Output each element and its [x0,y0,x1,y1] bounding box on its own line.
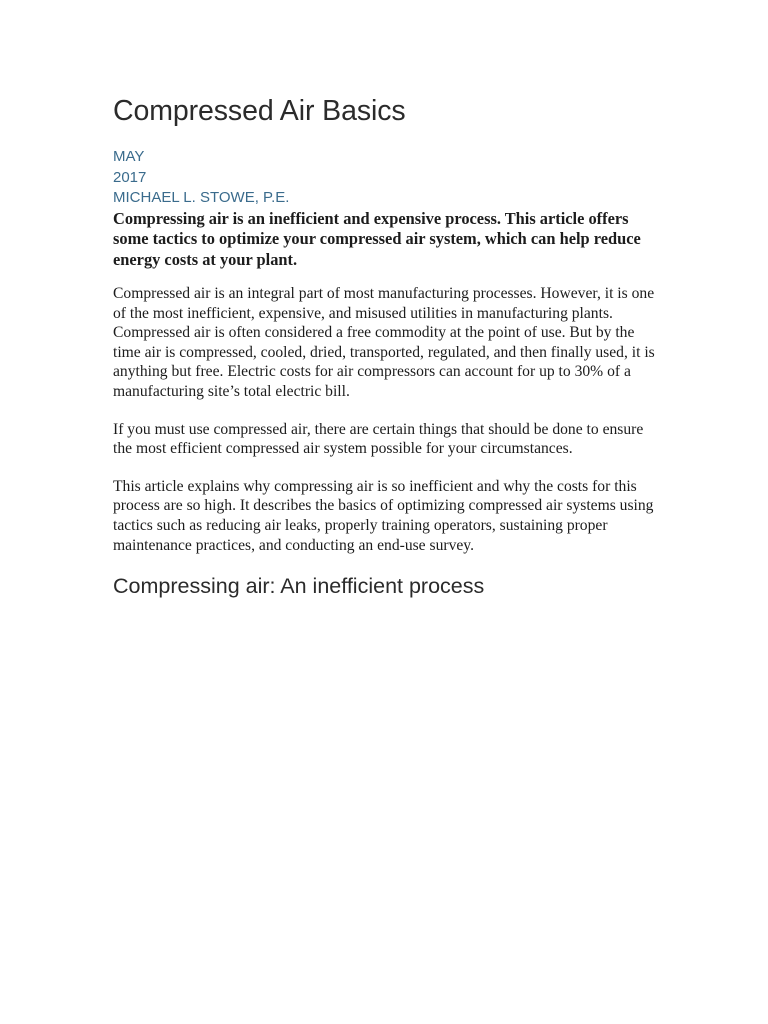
author-name: MICHAEL L. STOWE, P.E. [113,189,290,206]
paragraph-recommendation: If you must use compressed air, there are certain things that should be done to ensure the most efficient compressed air system possible for your circumstances. [113,420,644,458]
paragraph-intro: Compressed air is an integral part of most manufacturing processes. However, it is one of the most inefficient, expensive, and misused utilities in manufacturing plants. Compressed air is often considered a free commodity at the point of use. But by the time air is compressed, cooled, dried, transported, regulated, and then finally used, it is anything but free. Electric costs for air compressors can account for up to 30% of a manufacturing site’s total electric bill. [113,285,655,400]
page-title: Compressed Air Basics [113,95,406,127]
publish-year: 2017 [113,168,147,186]
lead-summary: Compressing air is an inefficient and expensive process. This article offers some tactics to optimize your compressed air system, which can help reduce energy costs at your plant. [113,208,641,269]
section-heading: Compressing air: An inefficient process [113,574,485,599]
paragraph-overview: This article explains why compressing air is so inefficient and why the costs for this process are so high. It describes the basics of optimizing compressed air systems using tactics such as reducing air leaks, properly training operators, sustaining proper maintenance practices, and conducting an end-use survey. [113,477,654,554]
article [113,94,661,599]
publish-month: MAY [113,148,145,165]
article-meta [113,147,661,209]
